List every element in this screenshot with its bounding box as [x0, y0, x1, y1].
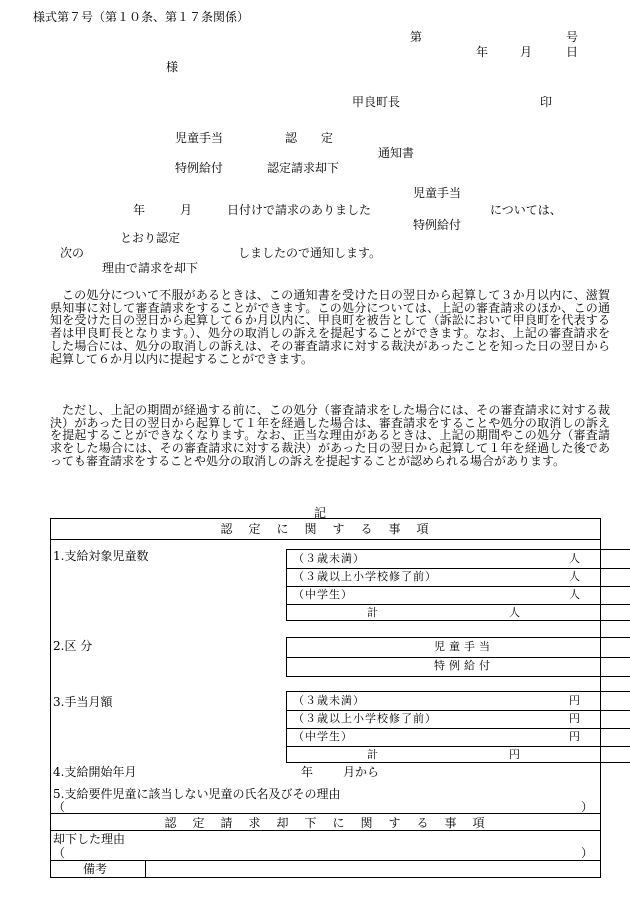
monthly-amount-total-row: 計 円: [367, 748, 521, 761]
section-kyakka-title: 認 定 請 求 却 下 に 関 す る 事 項: [164, 816, 487, 830]
kyakka-riyuu-label: 却下した理由: [53, 832, 126, 846]
appeal-notice-paragraph-2: ただし、上記の期間が経過する前に、この処分（審査請求をした場合には、その審査請求に対する裁決）があった日の翌日から起算して１年を経過した場合は、審査請求をすることや処分の取消しの訴えを提起することができなくなります。なお、正当な理由があるときは、上記の期間やこの処分（審査請求をした場合には、その審査請求に対する裁決）があった日の翌日から起算して１年を経過した後であっても審査請求をすることや処分の取消しの訴えを提起することが認められる場合があります。: [50, 403, 610, 468]
addressee-sama: 様: [166, 60, 179, 74]
header-dai: 第: [410, 30, 423, 44]
section-nintei-title: 認 定 に 関 す る 事 項: [220, 522, 431, 536]
kyakka-paren-open: （: [53, 846, 66, 860]
form-number: 様式第７号（第１０条、第１７条関係）: [33, 10, 250, 24]
appeal-notice-paragraph-1: この処分について不服があるときは、この通知書を受けた日の翌日から起算して３か月以内に、滋賀県知事に対して審査請求をすることができます。この処分については、上記の審査請求のほか、この通知を受けた日の翌日から起算して６か月以内に、甲良町を被告として（訴訟において甲良町を代表する者は甲良町長となります。）、処分の取消しの訴えを提起することができます。なお、上記の審査請求をした場合には、処分の取消しの訴えは、その審査請求に対する裁決があったことを知った日の翌日から起算して６か月以内に提起することができます。: [50, 288, 610, 366]
item-1-label: 1.支給対象児童数: [53, 549, 149, 563]
monthly-amount-row: （３歳未満） 円: [287, 692, 630, 711]
header-tsuki: 月: [520, 45, 533, 59]
category-row: 児童手当: [287, 638, 630, 658]
child-count-total-row: 計 人: [367, 606, 521, 619]
body-nen: 年: [133, 203, 146, 217]
monthly-amount-box: [286, 691, 630, 763]
body-riyuu: 理由で請求を却下: [102, 261, 199, 275]
item-5-paren-open: （: [53, 800, 66, 814]
header-hi: 日: [566, 45, 579, 59]
title-tokurei: 特例給付: [175, 161, 224, 175]
monthly-amount-row: （中学生） 円: [287, 728, 630, 747]
bikou-label-cell: [51, 860, 146, 877]
seal-mark: 印: [540, 95, 553, 109]
item-2-label: 2.区 分: [53, 639, 93, 653]
child-count-row: （３歳未満） 人: [287, 550, 630, 569]
kyakka-paren-close: ）: [581, 846, 594, 860]
child-count-row: （中学生） 人: [287, 586, 630, 605]
header-go: 号: [566, 30, 579, 44]
body-tsuite: については、: [490, 203, 562, 217]
title-jido-teate: 児童手当: [175, 131, 224, 145]
body-shimashita: しましたので通知します。: [238, 246, 382, 260]
title-tsuchisho: 通知書: [378, 146, 415, 160]
item-4-label: 4.支給開始年月: [53, 765, 137, 779]
monthly-amount-row: （３歳以上小学校修了前） 円: [287, 710, 630, 729]
body-tokurei: 特例給付: [413, 218, 462, 232]
child-count-row: （３歳以上小学校修了前） 人: [287, 568, 630, 587]
item-3-label: 3.手当月額: [53, 695, 113, 709]
body-tsugi: 次の: [60, 246, 85, 260]
child-count-box: [286, 549, 630, 621]
body-toori: とおり認定: [120, 231, 181, 245]
item-5-paren-close: ）: [581, 800, 594, 814]
title-nintei: 認 定: [285, 131, 334, 145]
details-table: [50, 518, 601, 878]
issuer-name: 甲良町長: [352, 95, 401, 109]
ki-heading: 記: [314, 506, 327, 520]
body-jido: 児童手当: [413, 186, 462, 200]
body-hizuke: 日付けで請求のありました: [227, 203, 372, 217]
header-nen: 年: [476, 45, 489, 59]
body-tsuki: 月: [180, 203, 193, 217]
category-box: [286, 637, 630, 677]
bikou-label: 備考: [83, 862, 108, 876]
item-4-kara: 月から: [343, 765, 380, 779]
item-5-label: 5.支給要件児童に該当しない児童の氏名及びその理由: [53, 787, 341, 801]
item-4-nen: 年: [301, 765, 314, 779]
title-kyakka: 認定請求却下: [267, 161, 340, 175]
category-row: 特例給付: [434, 659, 494, 672]
